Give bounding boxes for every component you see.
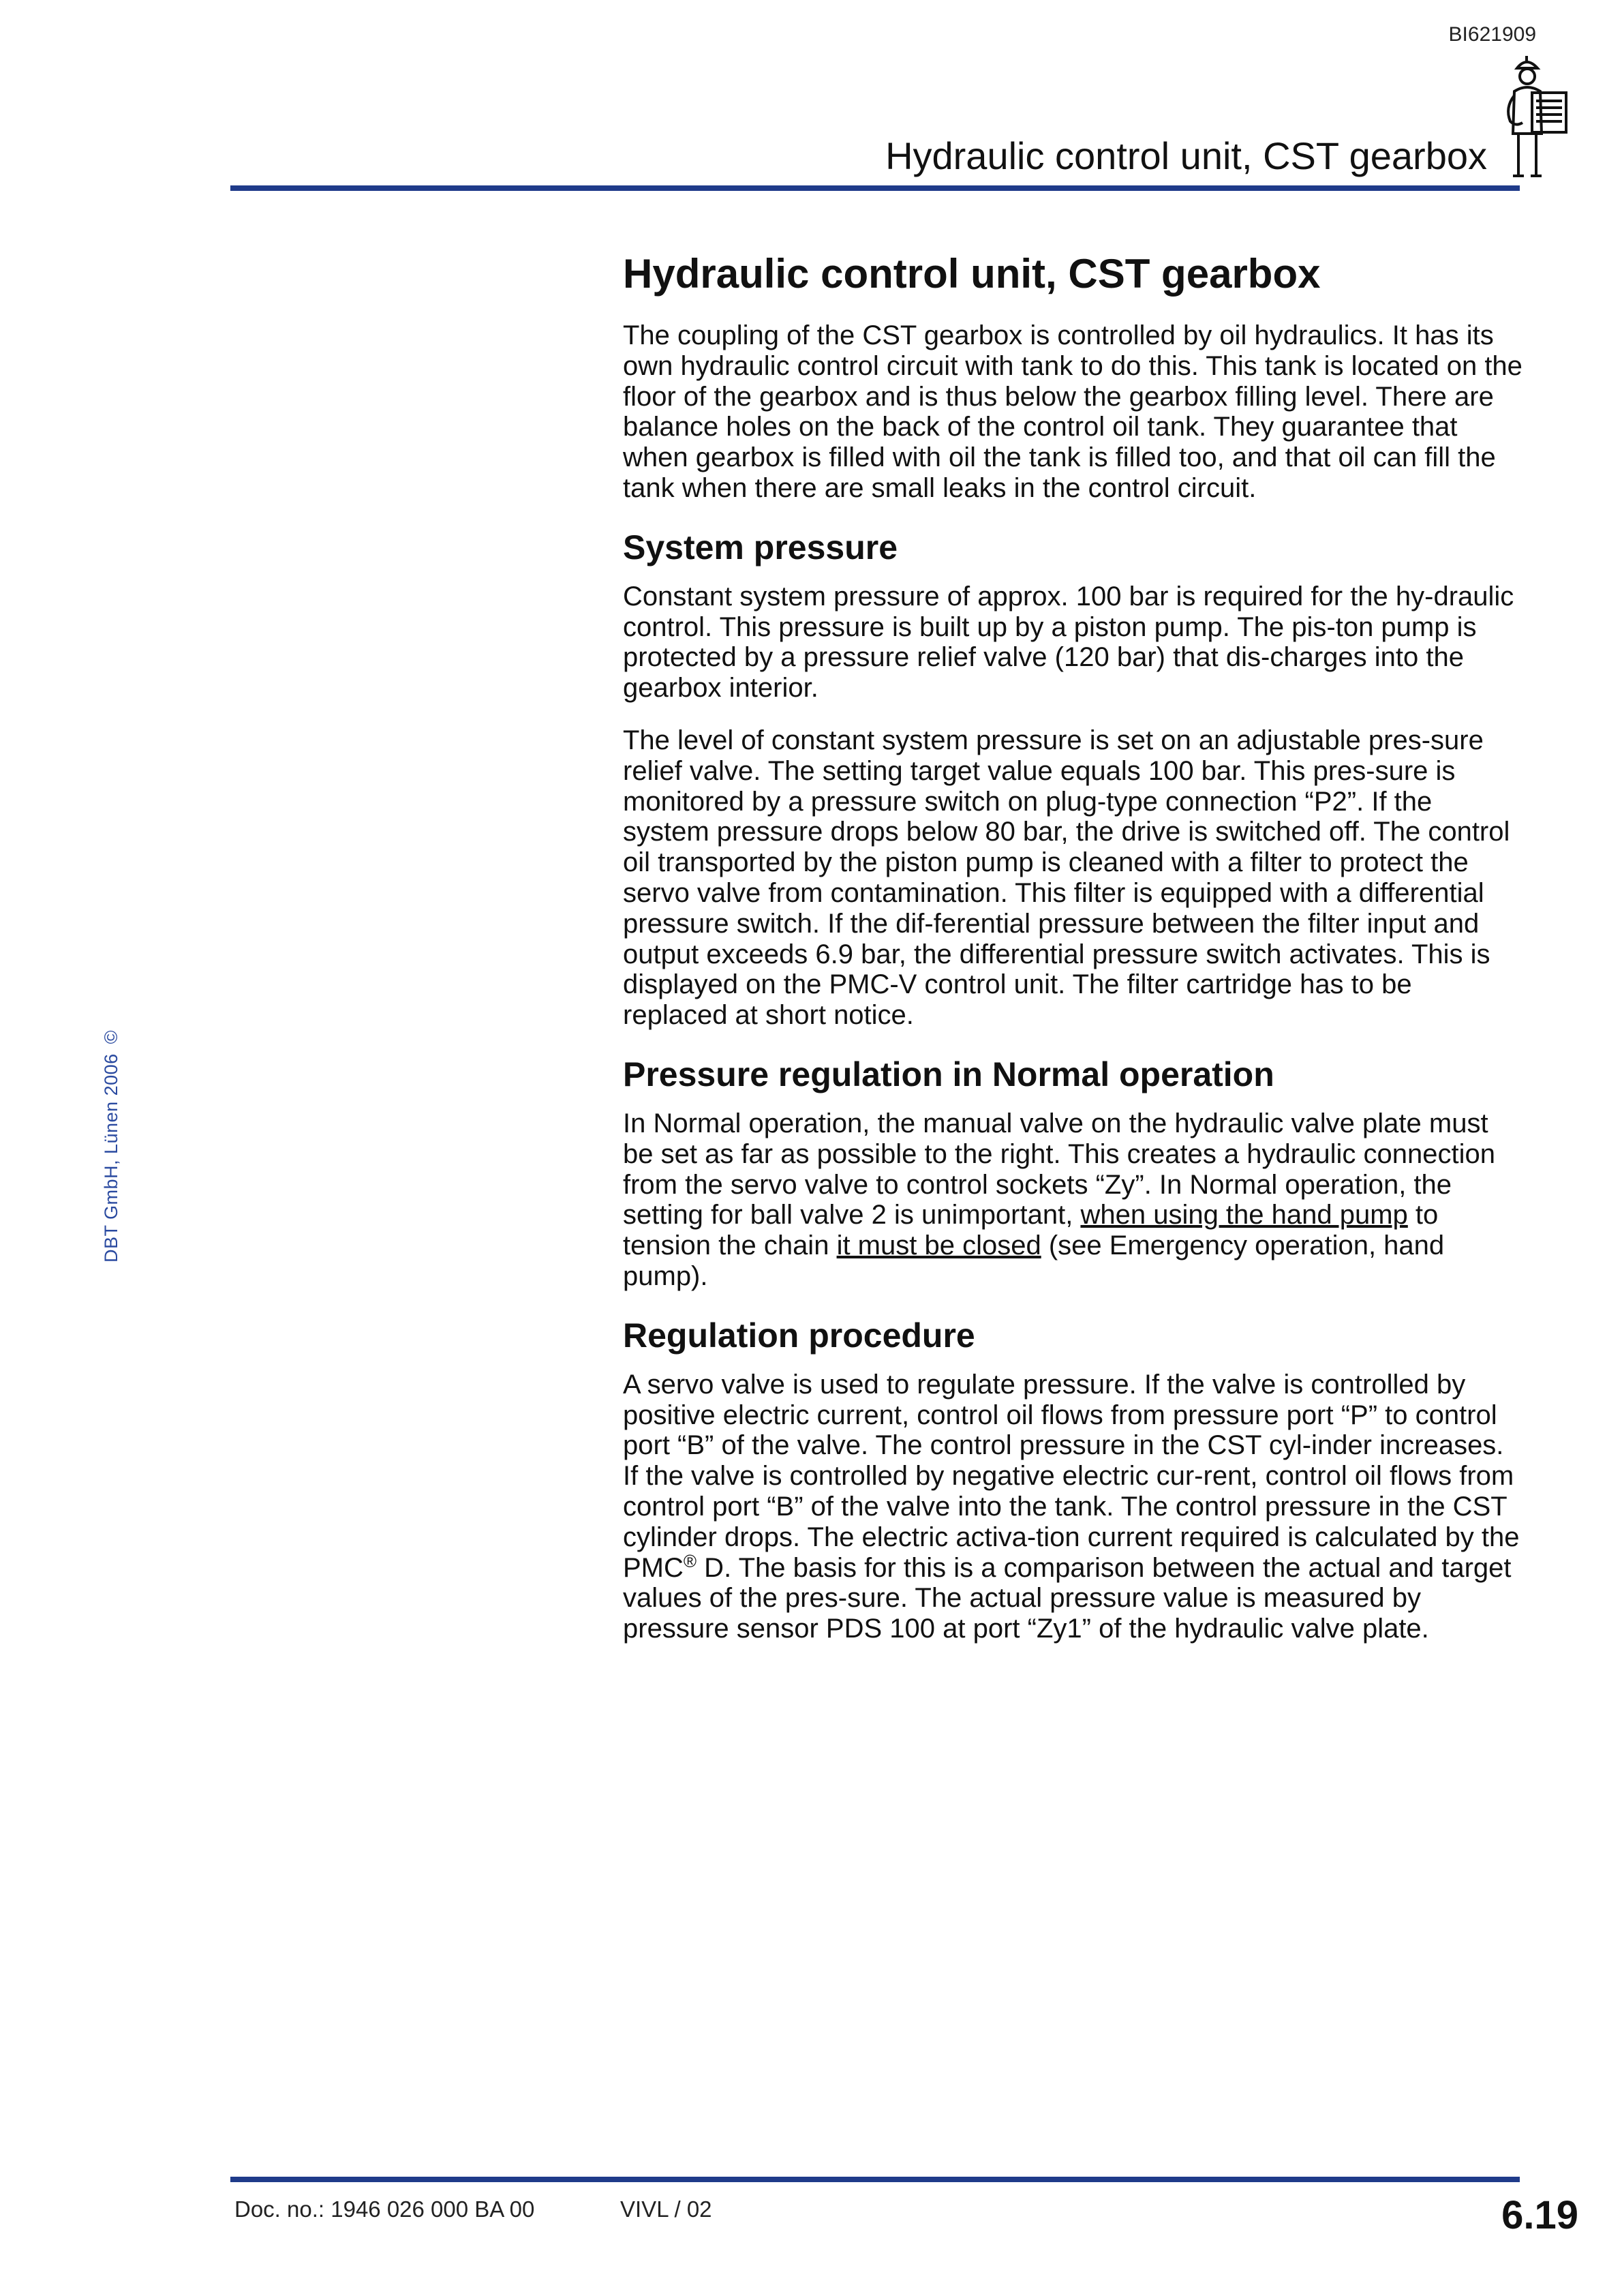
- footer-rule: [230, 2177, 1520, 2182]
- worker-with-document-icon: [1499, 53, 1576, 183]
- text-run: (see Emergency operation, hand pump).: [623, 1230, 1445, 1291]
- footer-revision: VIVL / 02: [620, 2196, 712, 2222]
- side-copyright: [101, 1030, 122, 1263]
- running-header-title: Hydraulic control unit, CST gearbox: [885, 134, 1487, 177]
- document-id: BI621909: [1448, 23, 1536, 46]
- text-run: to tension the chain: [623, 1200, 1439, 1261]
- section-heading-pressure-regulation: Pressure regulation in Normal operation: [623, 1055, 1274, 1093]
- copyright-text: DBT GmbH, Lünen 2006: [101, 1053, 121, 1263]
- system-pressure-paragraph-2: The level of constant system pressure is set on an adjustable pres-sure relief valve. The setting target value equals 100 bar. This pres-sure is monitored by a pressure switch on plug-type connection “P2”. If the system pressure drops below 80 bar, the drive is switched off. The control oil transported by the piston pump is cleaned with a filter to protect the servo valve from contamination. This filter is equipped with a differential pressure switch. If the dif-ferential pressure between the filter input and output exceeds 6.9 bar, the differential pressure switch activates. This is displayed on the PMC-V control unit. The filter cartridge has to be replaced at short notice.: [623, 725, 1510, 1031]
- page-number: 6.19: [1501, 2193, 1578, 2237]
- pressure-regulation-paragraph: [623, 1108, 1522, 1292]
- underlined-text-must-be-closed: it must be closed: [836, 1230, 1041, 1261]
- main-content: [623, 247, 1522, 1666]
- text-run: D. The basis for this is a comparison between the actual and target values of the pres-sure. The actual pressure value is measured by pressure sensor PDS 100 at port “Zy1” of the hydraulic valve plate.: [623, 1552, 1512, 1644]
- registered-mark: ®: [683, 1550, 697, 1571]
- header-rule: [230, 185, 1520, 191]
- text-run: In Normal operation, the manual valve on the hydraulic valve plate must be set as far as possible to the right. This creates a hydraulic connection from the servo valve to control sockets “Zy”. In Normal operation, the setting for ball valve 2 is unimportant,: [623, 1108, 1495, 1230]
- regulation-procedure-paragraph: [623, 1370, 1522, 1644]
- copyright-mark: ©: [101, 1029, 121, 1044]
- section-heading-regulation-procedure: Regulation procedure: [623, 1316, 975, 1355]
- intro-paragraph: The coupling of the CST gearbox is controlled by oil hydraulics. It has its own hydraulic control circuit with tank to do this. This tank is located on the floor of the gearbox and is thus below the gearbox filling level. There are balance holes on the back of the control oil tank. They guarantee that when gearbox is filled with oil the tank is filled too, and that oil can fill the tank when there are small leaks in the control circuit.: [623, 320, 1522, 503]
- system-pressure-paragraph-1: Constant system pressure of approx. 100 bar is required for the hy-draulic control. This pressure is built up by a piston pump. The pis-ton pump is protected by a pressure relief valve (120 bar) that dis-charges into the gearbox interior.: [623, 581, 1514, 704]
- page-title: Hydraulic control unit, CST gearbox: [623, 251, 1321, 297]
- underlined-text-hand-pump: when using the hand pump: [1080, 1200, 1408, 1230]
- footer-document-number: Doc. no.: 1946 026 000 BA 00: [234, 2196, 535, 2222]
- text-run: A servo valve is used to regulate pressure. If the valve is controlled by positive electric current, control oil flows from pressure port “P” to control port “B” of the valve. The control pressure in the CST cyl-inder increases. If the valve is controlled by negative electric cur-rent, control oil flows from control port “B” of the valve into the tank. The control pressure in the CST cylinder drops. The electric activa-tion current required is calculated by the PMC: [623, 1369, 1520, 1583]
- section-heading-system-pressure: System pressure: [623, 528, 898, 567]
